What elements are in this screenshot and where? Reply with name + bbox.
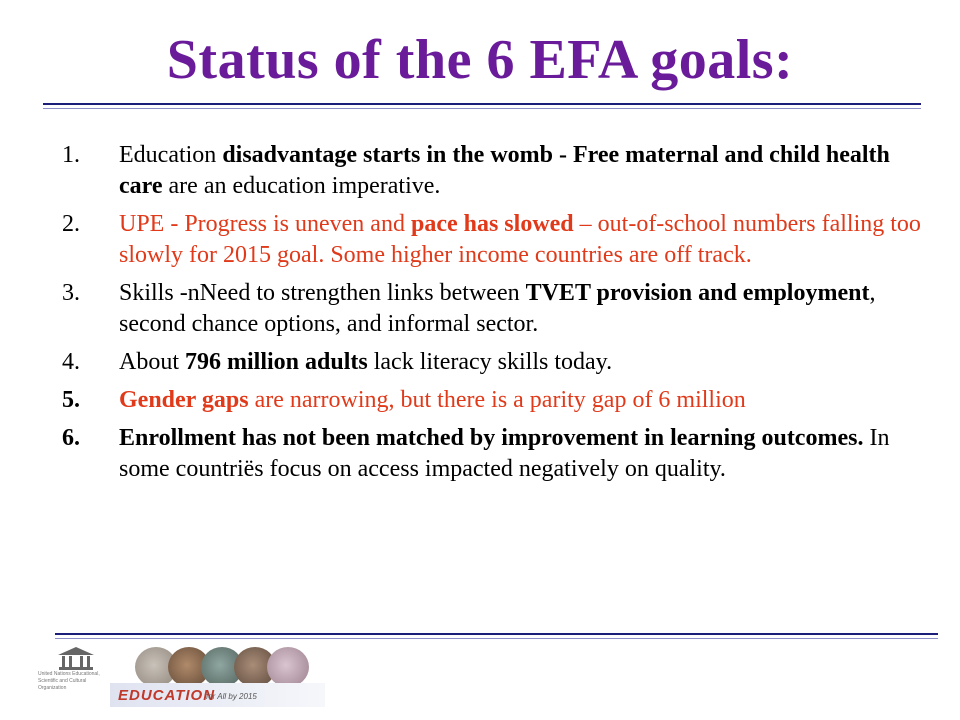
goal-text-segment: lack literacy skills today. — [367, 349, 613, 375]
goal-number: 5. — [62, 387, 80, 413]
goal-item — [62, 385, 922, 416]
goal-text-segment: disadvantage starts in the womb - Free maternal and child health care — [119, 142, 890, 199]
goal-text-segment: pace has slowed — [410, 211, 574, 237]
goal-text-segment: – out-of-school numbers falling too slowly for 2015 goal. Some higher income countries are off track. — [119, 211, 921, 268]
goal-text-segment: Education — [119, 142, 223, 168]
children-faces-image — [135, 647, 310, 687]
goal-text-segment: About — [119, 349, 185, 375]
goal-text-segment: , second chance options, and informal sector. — [119, 280, 876, 337]
goal-text-segment: TVET provision and employment — [525, 280, 870, 306]
goal-item — [62, 423, 922, 485]
goal-number: 2. — [62, 211, 80, 237]
goal-text-segment: Skills -nNeed to strengthen links between — [119, 280, 526, 306]
goal-item — [62, 347, 922, 378]
goal-item — [62, 209, 922, 271]
education-logo-word: EDUCATION — [118, 687, 216, 704]
goal-text-segment: are an education imperative. — [162, 173, 441, 199]
goal-text-segment: UPE - Progress is uneven and — [119, 211, 411, 237]
goal-number: 6. — [62, 425, 80, 451]
goal-number: 1. — [62, 142, 80, 168]
unesco-org-text: United Nations Educational, Scientific and Cultural Organization — [38, 671, 100, 691]
goals-list — [62, 140, 922, 492]
goal-item — [62, 140, 922, 202]
goal-number: 4. — [62, 349, 80, 375]
efa-logo — [30, 641, 330, 716]
goal-text-segment: Enrollment has not been matched by improvement in learning outcomes. — [119, 425, 864, 451]
goal-text-segment: 796 million adults — [185, 349, 368, 375]
slide-title: Status of the 6 EFA goals: — [166, 29, 794, 91]
goal-text-segment: are narrowing, but there is a parity gap of 6 million — [248, 387, 746, 413]
goal-item — [62, 278, 922, 340]
top-divider — [43, 103, 921, 112]
education-logo-sub: for All by 2015 — [206, 692, 257, 701]
goal-text-segment: Gender gaps — [119, 387, 249, 413]
unesco-temple-icon — [56, 645, 96, 671]
goal-text-segment: In some countriës focus on access impacted negatively on quality. — [119, 425, 890, 482]
goal-number: 3. — [62, 280, 80, 306]
